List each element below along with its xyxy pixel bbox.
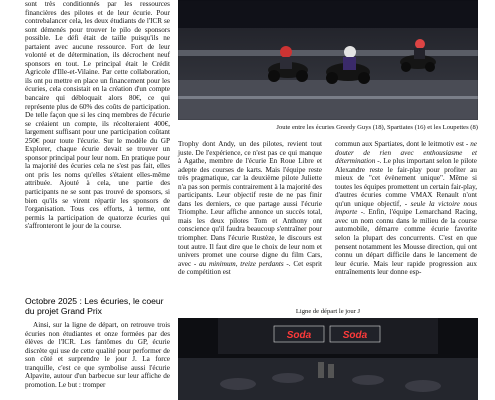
column-2-text-after: -. Cet esprit de compétition est xyxy=(178,259,323,277)
column-1-paragraph: sont très conditionnés par les ressources financières des pilotes et de leur écurie. Pour contrebalancer cela, les deux étudiants de l'ICR se sont démenés pour trouver le pilo de sponsors possible. Le défi était de taille puisqu'ils ne partaient avec aucune ressource. Fort de leur volonté et de détermination, ils décrochent neuf sponsors en tout. Le principal était le Crédit Agricole d'Ille-et-Vilaine. Par cette collaboration, ils ont pu mettre en place un financement pour les écuries, cela consistait en la création d'un compte bancaire qui débloquait alors 80€, ce qui représente plus de 60% des coûts de participation. De telle façon que si les cinq membres de l'écurie se créaient un compte, ils récolteraient 400€, largement suffisant pour une participation coûtant 250€ pour toute l'écurie. Sur le modèle du GP Explorer, chaque écurie devait se trouver un sponsor principal pour leur nom. En pratique pour la majorité des écuries cela ne s'est pas fait, elles ont pris les noms qu'elles s'étaient elles-même attribuée. Ajouté à cela, une partie des participants ne se sont pas trouvé de sponsors, si bien qu'ils se virent répartir les sponsors de l'organisation. Tous ces efforts, à terme, ont permis la participation de quatorze écuries qui s'affronteront le jour de la course. xyxy=(25,0,170,231)
article-column-1-continued xyxy=(25,321,170,389)
sign-text-right: Soda xyxy=(342,330,368,341)
karting-race-image xyxy=(178,0,478,120)
article-column-1 xyxy=(25,0,170,231)
column-3-text-before: commun aux Spartiates, dont le leitmotiv est - xyxy=(335,140,471,148)
column-3-paragraph xyxy=(335,140,477,277)
article-column-2 xyxy=(178,140,322,277)
photo-caption-2: Ligne de départ le jour J xyxy=(295,308,361,315)
karting-race-photo xyxy=(178,0,478,120)
photo-caption-1: Joute entre les écuries Greedy Guys (18), Spartiates (16) et les Loupettes (8) xyxy=(276,124,478,131)
column-1-paragraph-b: Ainsi, sur la ligne de départ, on retrouve trois écuries non étudiantes et onze formées par des élèves de l'ICR. Les fantômes du GP, écurie discrète qui use de cette qualité pour performer de son côté et surprendre le jour J. La force tranquille, c'est ce que symbolise aussi l'écurie Alpavite, autour d'un barbecue sur leur affiche de promotion. Le but : tromper xyxy=(25,321,170,389)
column-3-text-mid: -. Le plus important selon le pilote Alexandre reste le fair-play pour profiter au mieux de "cet évènement unique". Même si toutes les équipes promettent un certain fair-play, d'autres écuries comme VMAX Renault n'ont qu'un unique objectif, - xyxy=(335,157,477,208)
column-2-text-before: Trophy dont Andy, un des pilotes, revient tout juste. De l'expérience, ce n'est pas ce qui manque à Agathe, membre de l'écurie En Roue Libre et adepte des courses de karts. Mais l'équipe reste très pragmatique, car la deuxième pilote Juliette n'a pas son permis contrairement à la majorité des participants. Leur objectif reste de ne pas finir dans les derniers, ce que partage aussi l'écurie Triomphe. Leur affiche annonce un succès total, mais les deux pilotes Tom et Anthony ont conscience qu'il faudra beaucoup s'entraîner pour triompher. Dans l'écurie Rustèze, le discours est tout autre. Il faut dire que le choix de leur nom et univers promet une course digne du film Cars, avec - xyxy=(178,140,322,268)
column-3-italic-quote-1: ne douter de rien avec enthousiasme et détermination xyxy=(335,140,477,166)
section-heading: Octobre 2025 : Les écuries, le coeur du projet Grand Prix xyxy=(25,296,164,316)
column-2-italic-quote: au minimum, treize perdants xyxy=(199,259,284,268)
starting-line-photo xyxy=(178,318,478,400)
starting-line-image xyxy=(178,318,478,400)
article-column-3 xyxy=(335,140,477,277)
column-3-italic-quote-2: seule la victoire nous importe xyxy=(335,199,478,217)
column-3-text-after: -. Enfin, l'équipe Lemarchand Racing, avec un nom connu dans le milieu de la course automobile, démarre comme écurie favorite selon la plupart des concurrents. C'est en que pensent notamment les Mousse direction, qui ont connu un départ difficile dans le lancement de leur écurie. Mais leur rapide progression aux entraînements leur donne esp- xyxy=(335,208,477,277)
sign-text-left: Soda xyxy=(286,330,312,341)
column-2-paragraph xyxy=(178,140,322,277)
